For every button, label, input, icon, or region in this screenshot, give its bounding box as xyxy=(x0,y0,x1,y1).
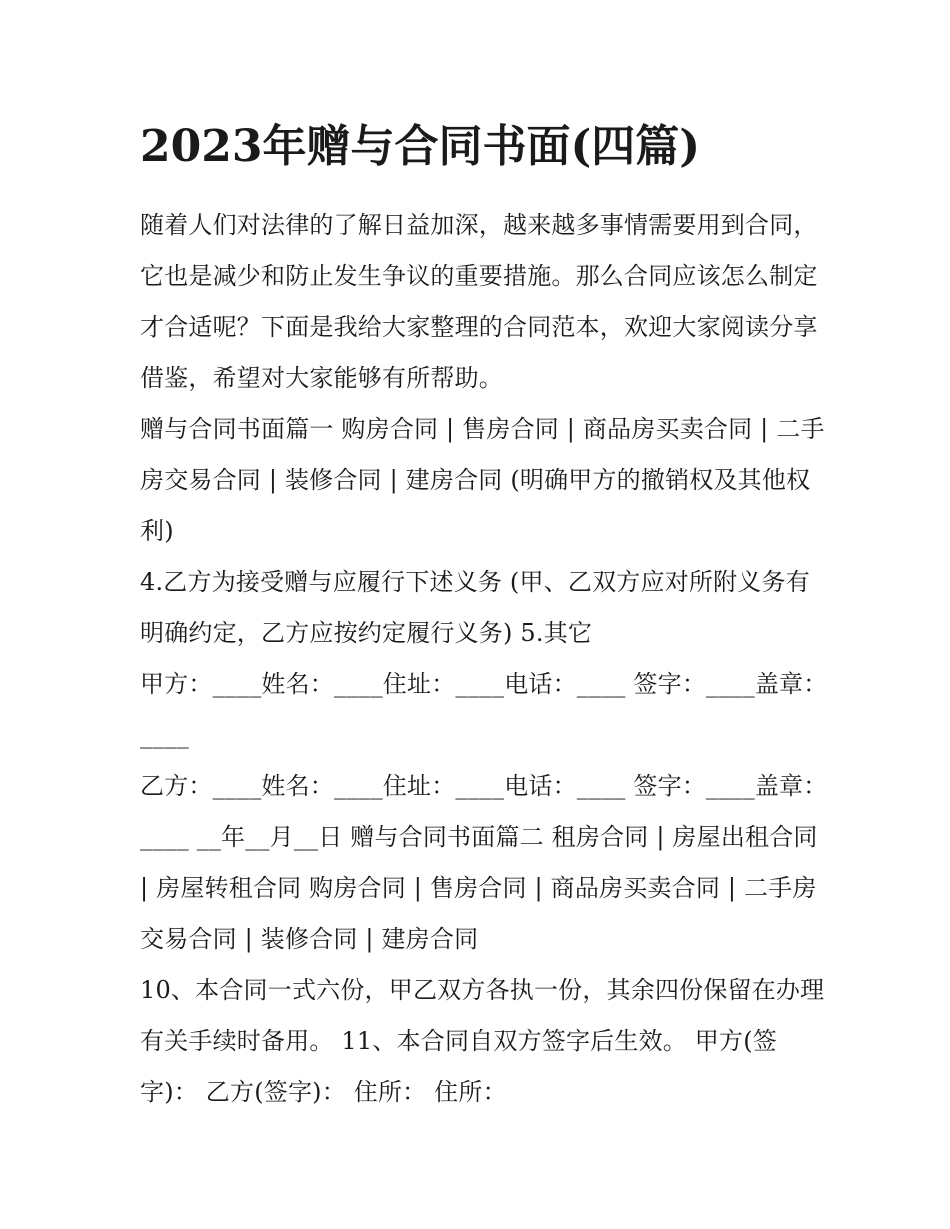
section-one-heading-paragraph: 赠与合同书面篇一 购房合同 | 售房合同 | 商品房买卖合同 | 二手房交易合同 | 装修合同 | 建房合同 (明确甲方的撤销权及其他权利) xyxy=(140,415,825,545)
party-b-signature-block: 乙方：____姓名：____住址：____电话：____ 签字：____盖章：____ __年__月__日 赠与合同书面篇二 租房合同 | 房屋出租合同 | 房屋转租合同 购房合同 | 售房合同 | 商品房买卖合同 | 二手房交易合同 | 装修合同 | 建房合同 xyxy=(140,772,828,953)
obligations-paragraph: 4.乙方为接受赠与应履行下述义务 (甲、乙双方应对所附义务有明确约定，乙方应按约定履行义务) 5.其它 xyxy=(140,568,810,647)
intro-paragraph: 随着人们对法律的了解日益加深，越来越多事情需要用到合同，它也是减少和防止发生争议的重要措施。那么合同应该怎么制定才合适呢？下面是我给大家整理的合同范本，欢迎大家阅读分享借鉴，希望对大家能够有所帮助。 xyxy=(140,211,818,392)
document-title: 2023年赠与合同书面(四篇) xyxy=(140,121,701,172)
party-a-signature-block: 甲方：____姓名：____住址：____电话：____ 签字：____盖章：____ xyxy=(140,670,828,749)
closing-clauses-paragraph: 10、本合同一式六份，甲乙双方各执一份，其余四份保留在办理有关手续时备用。 11、本合同自双方签字后生效。 甲方(签字)： 乙方(签字)： 住所： 住所： xyxy=(140,976,825,1106)
document-body xyxy=(140,200,830,1118)
